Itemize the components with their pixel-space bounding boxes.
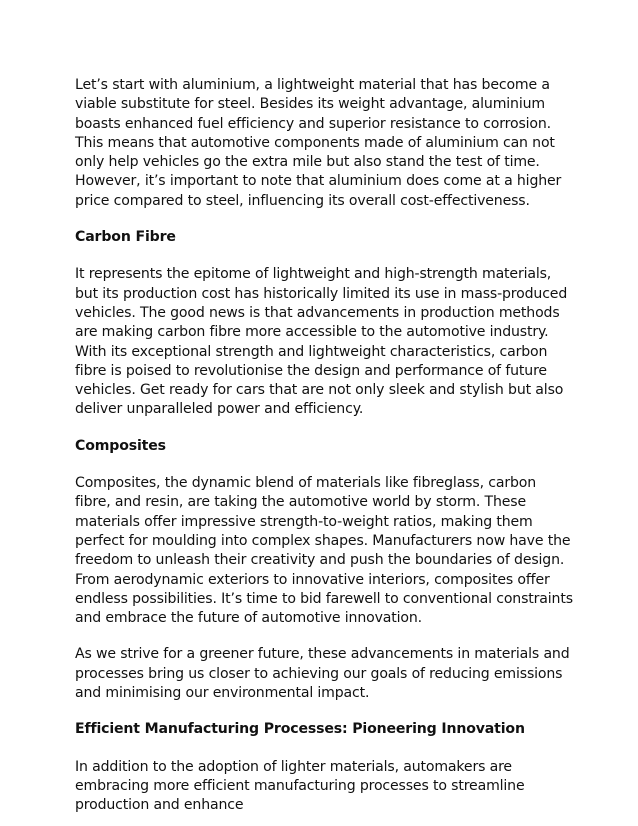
paragraph-carbon-fibre: It represents the epitome of lightweight and high-strength materials, but its production cost has historically limited its use in mass-produced vehicles. The good news is that advancements in production methods are making carbon fibre more accessible to the automotive industry. With its exceptional strength and lightweight characteristics, carbon fibre is poised to revolutionise the design and performance of future vehicles. Get ready for cars that are not only sleek and stylish but also deliver unparalleled power and efficiency. — [75, 266, 568, 418]
paragraph-greener-future: As we strive for a greener future, these advancements in materials and processes bring us closer to achieving our goals of reducing emissions and minimising our environmental impact. — [75, 646, 570, 702]
heading-efficient-manufacturing: Efficient Manufacturing Processes: Pioneering Innovation — [75, 721, 525, 738]
heading-composites: Composites — [75, 437, 166, 454]
document-body — [75, 76, 575, 816]
paragraph-aluminium: Let’s start with aluminium, a lightweight material that has become a viable substitute for steel. Besides its weight advantage, aluminium boasts enhanced fuel efficiency and superior resistance to corrosion. This means that automotive components made of aluminium can not only help vehicles go the extra mile but also stand the test of time. However, it’s important to note that aluminium does come at a higher price compared to steel, influencing its overall cost-effectiveness. — [75, 77, 562, 209]
paragraph-manufacturing-processes: In addition to the adoption of lighter materials, automakers are embracing more efficient manufacturing processes to streamline production and enhance — [75, 758, 525, 814]
paragraph-composites: Composites, the dynamic blend of materials like fibreglass, carbon fibre, and resin, are taking the automotive world by storm. These materials offer impressive strength-to-weight ratios, making them perfect for moulding into complex shapes. Manufacturers now have the freedom to unleash their creativity and push the boundaries of design. From aerodynamic exteriors to innovative interiors, composites offer endless possibilities. It’s time to bid farewell to conventional constraints and embrace the future of automotive innovation. — [75, 475, 573, 627]
heading-carbon-fibre: Carbon Fibre — [75, 229, 176, 246]
